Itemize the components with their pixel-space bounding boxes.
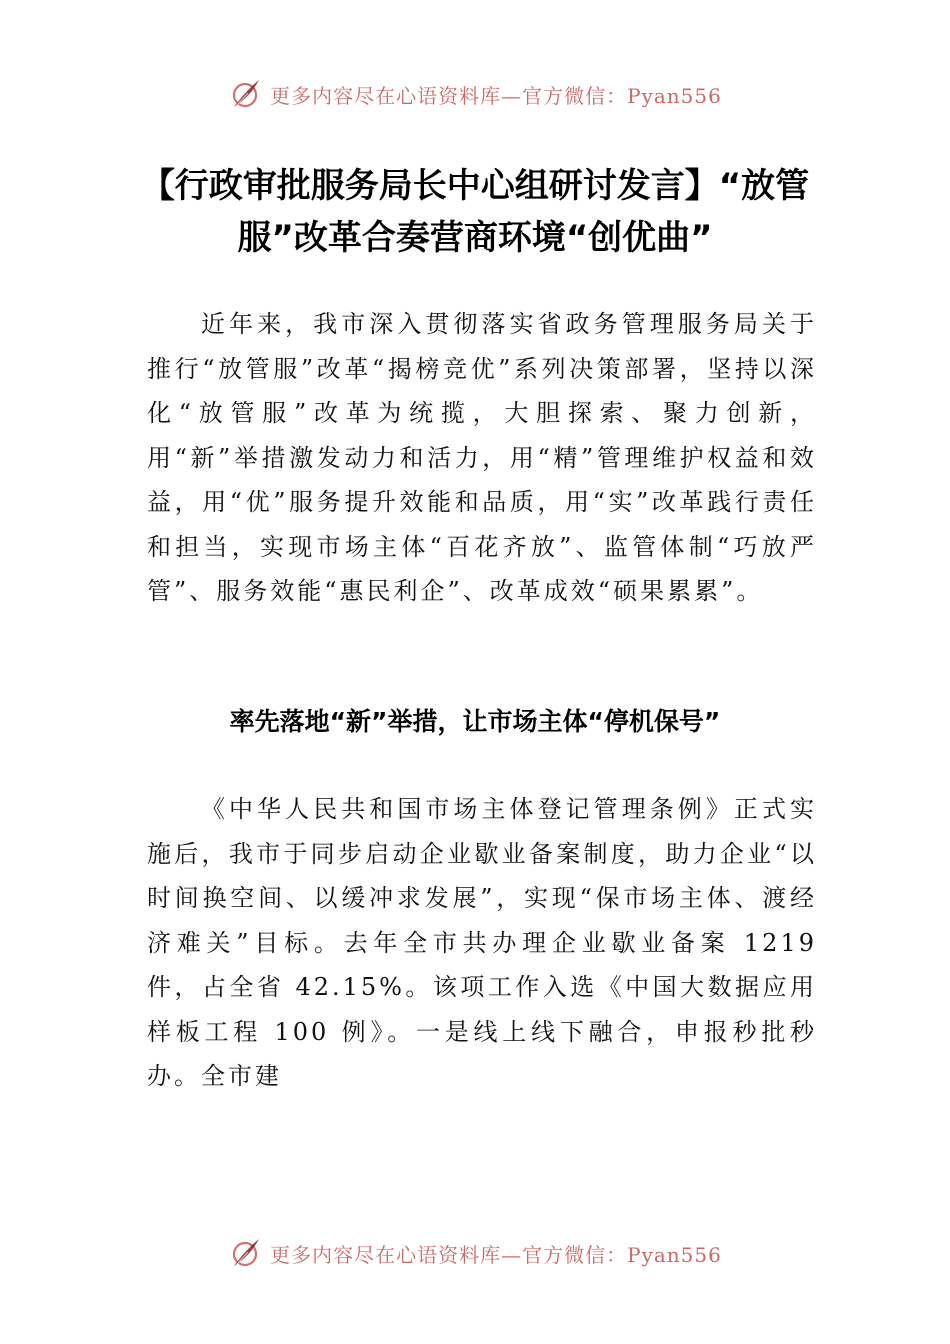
document-title: 【行政审批服务局长中心组研讨发言】“放管服”改革合奏营商环境“创优曲”: [140, 166, 810, 258]
header-watermark: [0, 74, 950, 114]
paragraph-body: 《中华人民共和国市场主体登记管理条例》正式实施后，我市于同步启动企业歇业备案制度，助力企业“以时间换空间、以缓冲求发展”，实现“保市场主体、渡经济难关”目标。去年全市共办理企业歇业备案 1219 件，占全省 42.15%。该项工作入选《中国大数据应用样板工程 100 例》。一是线上线下融合，申报秒批秒办。全市建: [147, 795, 817, 1090]
watermark-text: 更多内容尽在心语资料库—官方微信：Pyan556: [270, 83, 722, 108]
feather-seal-icon: [228, 77, 262, 111]
footer-watermark: [0, 1233, 950, 1273]
section-heading: 率先落地“新”举措，让市场主体“停机保号”: [229, 707, 721, 736]
watermark-text: 更多内容尽在心语资料库—官方微信：Pyan556: [270, 1242, 722, 1267]
paragraph-intro: 近年来，我市深入贯彻落实省政务管理服务局关于推行“放管服”改革“揭榜竞优”系列决策部署，坚持以深化“放管服”改革为统揽，大胆探索、聚力创新，用“新”举措激发动力和活力，用“精”管理维护权益和效益，用“优”服务提升效能和品质，用“实”改革践行责任和担当，实现市场主体“百花齐放”、监管体制“巧放严管”、服务效能“惠民利企”、改革成效“硕果累累”。: [147, 310, 817, 605]
feather-seal-icon: [228, 1236, 262, 1270]
